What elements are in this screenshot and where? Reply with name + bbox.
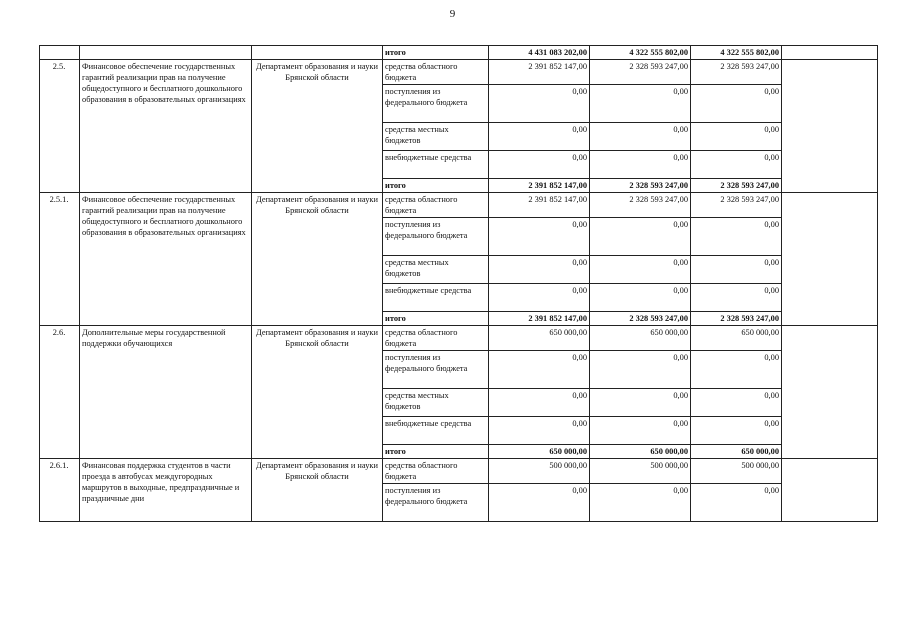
table-row [40,60,878,85]
funding-source-cell: внебюджетные средства [383,417,489,445]
department-cell: Департамент образования и науки Брянской области [252,459,383,522]
amount-cell: 500 000,00 [691,459,782,484]
amount-cell: 0,00 [489,417,590,445]
funding-source-cell: поступления из федерального бюджета [383,85,489,123]
funding-source-cell: поступления из федерального бюджета [383,351,489,389]
amount-cell: 650 000,00 [691,326,782,351]
amount-cell: 0,00 [489,351,590,389]
amount-cell: 0,00 [691,123,782,151]
empty-cell [782,193,878,326]
total-label-cell: итого [383,445,489,459]
row-number-cell: 2.5. [40,60,80,193]
amount-cell: 0,00 [590,351,691,389]
funding-source-cell: средства местных бюджетов [383,389,489,417]
department-cell: Департамент образования и науки Брянской области [252,60,383,193]
amount-cell: 0,00 [489,85,590,123]
funding-source-cell: средства местных бюджетов [383,256,489,284]
amount-cell: 0,00 [489,218,590,256]
amount-cell: 0,00 [489,151,590,179]
amount-cell: 0,00 [489,484,590,522]
total-value-cell: 2 391 852 147,00 [489,179,590,193]
amount-cell: 0,00 [691,85,782,123]
amount-cell: 0,00 [590,389,691,417]
amount-cell: 2 391 852 147,00 [489,60,590,85]
amount-cell: 0,00 [590,218,691,256]
total-value-cell: 650 000,00 [590,445,691,459]
empty-cell [782,326,878,459]
table-row [40,459,878,484]
amount-cell: 0,00 [489,123,590,151]
amount-cell: 2 328 593 247,00 [590,60,691,85]
total-value-cell: 650 000,00 [489,445,590,459]
amount-cell: 0,00 [691,351,782,389]
page-number: 9 [449,8,456,20]
amount-cell: 2 328 593 247,00 [691,60,782,85]
amount-cell: 0,00 [691,389,782,417]
amount-cell: 0,00 [590,484,691,522]
measure-title-cell: Финансовая поддержка студентов в части проезда в автобусах междугородных маршрутов в выходные, предпраздничные и праздничные дни [80,459,252,522]
funding-source-cell: поступления из федерального бюджета [383,218,489,256]
amount-cell: 0,00 [590,417,691,445]
funding-source-cell: средства местных бюджетов [383,123,489,151]
total-label-cell: итого [383,179,489,193]
amount-cell: 650 000,00 [590,326,691,351]
amount-cell: 0,00 [590,151,691,179]
measure-title-cell: Финансовое обеспечение государственных гарантий реализации прав на получение общедоступного и бесплатного дошкольного образования в образовательных организациях [80,193,252,326]
total-value-cell: 2 328 593 247,00 [691,312,782,326]
total-value-cell: 4 322 555 802,00 [590,46,691,60]
funding-source-cell: средства областного бюджета [383,193,489,218]
total-label-cell: итого [383,312,489,326]
total-label-cell: итого [383,46,489,60]
measure-title-cell: Дополнительные меры государственной поддержки обучающихся [80,326,252,459]
amount-cell: 2 391 852 147,00 [489,193,590,218]
amount-cell: 0,00 [590,123,691,151]
row-number-cell: 2.5.1. [40,193,80,326]
total-value-cell: 4 431 083 202,00 [489,46,590,60]
table-row [40,326,878,351]
empty-cell [782,459,878,522]
amount-cell: 0,00 [691,151,782,179]
department-cell: Департамент образования и науки Брянской области [252,193,383,326]
funding-source-cell: средства областного бюджета [383,60,489,85]
empty-cell [782,60,878,193]
amount-cell: 2 328 593 247,00 [691,193,782,218]
funding-source-cell: поступления из федерального бюджета [383,484,489,522]
amount-cell: 0,00 [489,284,590,312]
funding-source-cell: средства областного бюджета [383,459,489,484]
department-cell: Департамент образования и науки Брянской области [252,326,383,459]
funding-source-cell: внебюджетные средства [383,151,489,179]
funding-source-cell: внебюджетные средства [383,284,489,312]
amount-cell: 0,00 [590,85,691,123]
amount-cell: 0,00 [691,218,782,256]
table-row [40,46,878,60]
total-value-cell: 2 328 593 247,00 [590,179,691,193]
amount-cell: 0,00 [590,256,691,284]
empty-cell [782,46,878,60]
row-number-cell: 2.6.1. [40,459,80,522]
department-cell [252,46,383,60]
table-row [40,193,878,218]
amount-cell: 0,00 [489,256,590,284]
total-value-cell: 650 000,00 [691,445,782,459]
amount-cell: 2 328 593 247,00 [590,193,691,218]
row-number-cell: 2.6. [40,326,80,459]
amount-cell: 0,00 [691,284,782,312]
amount-cell: 650 000,00 [489,326,590,351]
total-value-cell: 4 322 555 802,00 [691,46,782,60]
amount-cell: 0,00 [691,484,782,522]
total-value-cell: 2 328 593 247,00 [590,312,691,326]
amount-cell: 0,00 [489,389,590,417]
amount-cell: 0,00 [590,284,691,312]
funding-source-cell: средства областного бюджета [383,326,489,351]
amount-cell: 500 000,00 [489,459,590,484]
amount-cell: 0,00 [691,256,782,284]
amount-cell: 500 000,00 [590,459,691,484]
amount-cell: 0,00 [691,417,782,445]
total-value-cell: 2 328 593 247,00 [691,179,782,193]
total-value-cell: 2 391 852 147,00 [489,312,590,326]
row-number-cell [40,46,80,60]
budget-table [39,45,878,522]
measure-title-cell: Финансовое обеспечение государственных гарантий реализации прав на получение общедоступного и бесплатного дошкольного образования в образовательных организациях [80,60,252,193]
measure-title-cell [80,46,252,60]
